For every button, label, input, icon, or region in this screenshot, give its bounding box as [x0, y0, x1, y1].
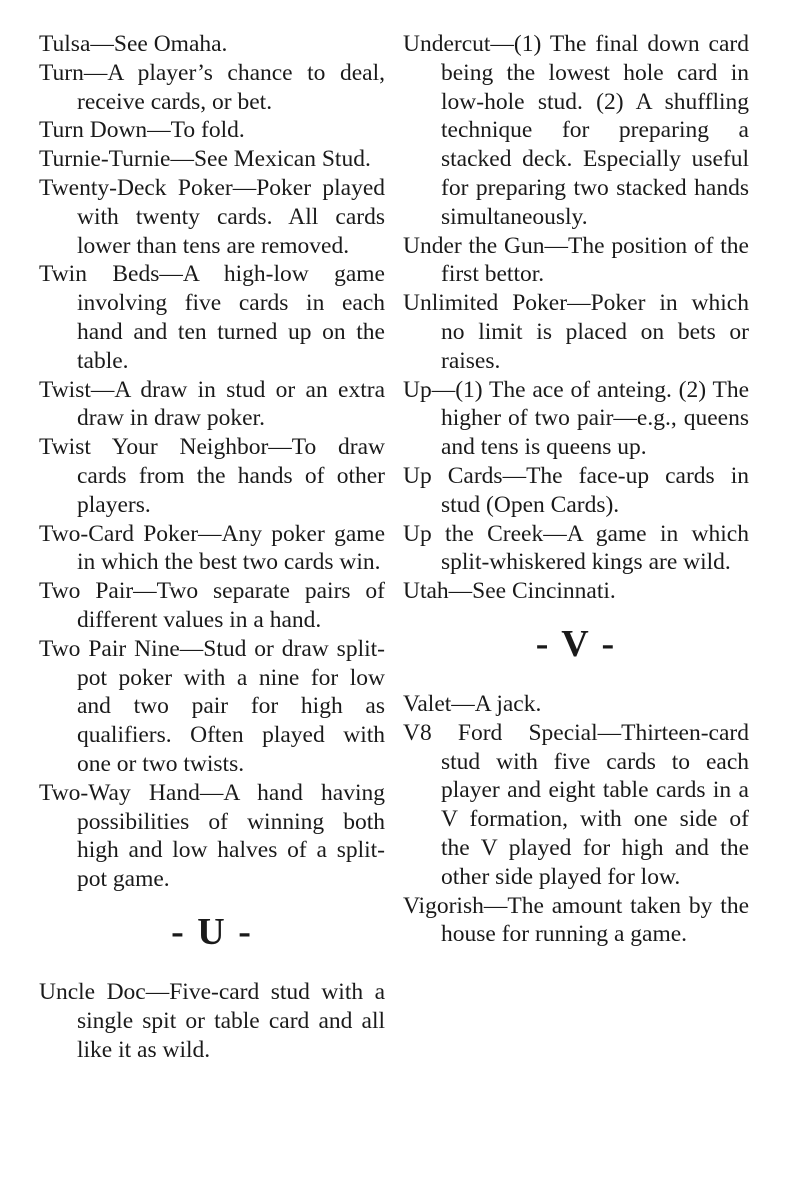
glossary-entry-tulsa: Tulsa—See Omaha.	[39, 31, 228, 57]
glossary-entry-utah: Utah—See Cincinnati.	[403, 578, 616, 605]
glossary-entry-twist-your-neighbor: Twist Your Neighbor—To draw cards from the hands of other players.	[39, 434, 385, 518]
glossary-entry-vigorish: Vigorish—The amount taken by the house for running a game.	[403, 892, 749, 948]
glossary-entry-uncle-doc: Uncle Doc—Five-card stud with a single spit or table card and all like it as wild.	[39, 978, 385, 1063]
glossary-entry-turnie-turnie: Turnie-Turnie—See Mexican Stud.	[39, 146, 371, 173]
glossary-entry-valet: Valet—A jack.	[403, 690, 542, 717]
glossary-entry-turn: Turn—A player’s chance to deal, receive cards, or bet.	[39, 59, 385, 115]
glossary-entry-under-the-gun: Under the Gun—The position of the first bettor.	[403, 232, 749, 288]
glossary-entry-up-cards: Up Cards—The face-up cards in stud (Open Cards).	[403, 462, 749, 518]
glossary-entry-twist: Twist—A draw in stud or an extra draw in draw poker.	[39, 376, 385, 432]
glossary-entry-two-pair: Two Pair—Two separate pairs of different values in a hand.	[39, 578, 385, 633]
glossary-entry-unlimited-poker: Unlimited Poker—Poker in which no limit is placed on bets or raises.	[403, 290, 749, 374]
left-column	[39, 30, 385, 1064]
section-heading-v: - V -	[535, 622, 617, 665]
section-heading-u: - U -	[171, 910, 253, 953]
glossary-entry-two-way-hand: Two-Way Hand—A hand having possibilities of winning both high and low halves of a split-pot game.	[39, 779, 385, 893]
glossary-entry-two-card-poker: Two-Card Poker—Any poker game in which the best two cards win.	[39, 520, 385, 576]
glossary-entry-up-the-creek: Up the Creek—A game in which split-whiskered kings are wild.	[403, 520, 749, 576]
right-column	[403, 30, 749, 949]
glossary-entry-v8-ford-special: V8 Ford Special—Thirteen-card stud with five cards to each player and eight table cards in a V formation, with one side of the V played for high and the other side played for low.	[403, 719, 749, 890]
glossary-entry-twenty-deck-poker: Twenty-Deck Poker—Poker played with twenty cards. All cards lower than tens are removed.	[39, 174, 385, 259]
glossary-entry-turn-down: Turn Down—To fold.	[39, 117, 245, 144]
glossary-entry-undercut: Undercut—(1) The final down card being the lowest hole card in low-hole stud. (2) A shuffling technique for preparing a stacked deck. Especially useful for preparing two stacked hands simultaneously.	[403, 31, 749, 230]
glossary-entry-two-pair-nine: Two Pair Nine—Stud or draw split-pot poker with a nine for low and two pair for high as qualifiers. Often played with one or two twists.	[39, 635, 385, 777]
glossary-entry-twin-beds: Twin Beds—A high-low game involving five cards in each hand and ten turned up on the table.	[39, 261, 385, 374]
glossary-entry-up: Up—(1) The ace of anteing. (2) The higher of two pair—e.g., queens and tens is queens up.	[403, 376, 749, 461]
